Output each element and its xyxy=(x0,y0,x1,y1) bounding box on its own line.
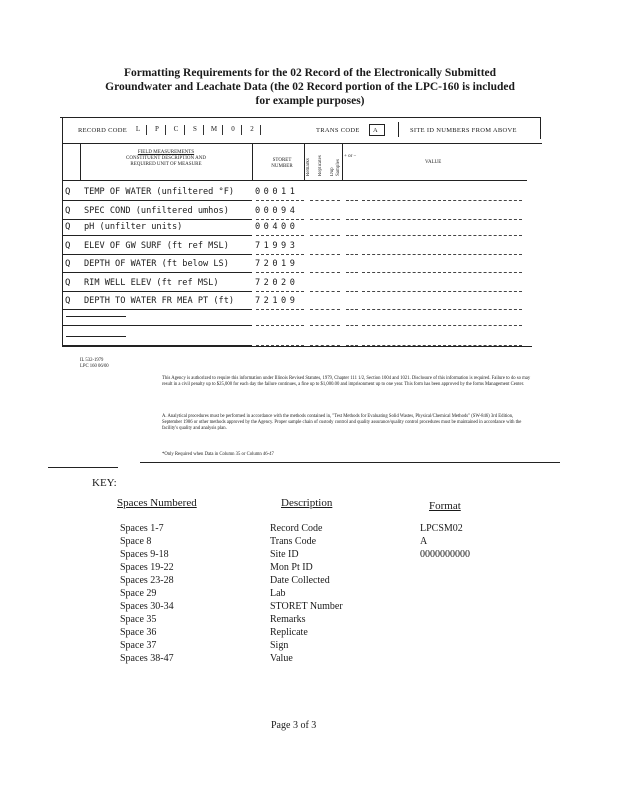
key-description: Replicate xyxy=(270,627,308,638)
col-field-1: FIELD MEASUREMENTS xyxy=(137,150,195,155)
key-col-description: Description xyxy=(281,497,333,509)
storet-entry-line xyxy=(256,291,304,292)
key-spaces: Spaces 30-34 xyxy=(120,601,174,612)
form-id-2: LPC 160 06/00 xyxy=(80,364,109,369)
key-description: Site ID xyxy=(270,549,299,560)
storet-entry-line xyxy=(256,309,304,310)
row-description: DEPTH TO WATER FR MEA PT (ft) xyxy=(84,296,235,306)
key-format: A xyxy=(420,536,428,547)
row-storet: 00011 xyxy=(255,187,299,197)
key-description: STORET Number xyxy=(270,601,343,612)
storet-entry-line xyxy=(256,325,304,326)
row-underline xyxy=(62,272,252,273)
sign-entry-line xyxy=(346,254,358,255)
key-description: Trans Code xyxy=(270,536,317,547)
row-qualifier: Q xyxy=(65,278,71,288)
key-spaces: Space 37 xyxy=(120,640,157,651)
trans-code-label: TRANS CODE xyxy=(316,127,360,134)
footnote: *Only Required when Data in Column 35 or Column 46-47 xyxy=(162,452,274,457)
col-storet-2: NUMBER xyxy=(271,164,293,169)
divider-right xyxy=(140,462,560,463)
key-col-format: Format xyxy=(429,500,461,512)
sign-entry-line xyxy=(346,309,358,310)
flag-entry-line xyxy=(310,200,340,201)
key-spaces: Spaces 38-47 xyxy=(120,653,174,664)
record-code-label: RECORD CODE xyxy=(78,127,127,134)
key-spaces: Space 35 xyxy=(120,614,157,625)
key-format: LPCSM02 xyxy=(420,523,463,534)
row-qualifier: Q xyxy=(65,222,71,232)
key-description: Remarks xyxy=(270,614,306,625)
row-description: TEMP OF WATER (unfiltered °F) xyxy=(84,187,235,197)
row-underline xyxy=(62,235,252,236)
divider-left xyxy=(48,467,118,468)
trans-code-value: A xyxy=(373,127,378,134)
col-remarks: Remarks xyxy=(306,158,311,176)
flag-entry-line xyxy=(310,219,340,220)
storet-entry-line xyxy=(256,200,304,201)
value-entry-line xyxy=(362,272,522,273)
record-code-char: M xyxy=(206,125,223,135)
key-description: Lab xyxy=(270,588,286,599)
key-description: Value xyxy=(270,653,293,664)
col-replicates: Replicates xyxy=(318,155,323,176)
row-underline xyxy=(62,291,252,292)
row-qualifier: Q xyxy=(65,206,71,216)
sign-entry-line xyxy=(346,200,358,201)
storet-entry-line xyxy=(256,254,304,255)
value-entry-line xyxy=(362,254,522,255)
row-description: ELEV OF GW SURF (ft ref MSL) xyxy=(84,241,229,251)
flag-entry-line xyxy=(310,325,340,326)
sign-entry-line xyxy=(346,325,358,326)
sign-entry-line xyxy=(346,235,358,236)
row-underline xyxy=(62,325,252,326)
row-description: SPEC COND (unfiltered umhos) xyxy=(84,206,229,216)
key-spaces: Spaces 19-22 xyxy=(120,562,174,573)
key-spaces: Space 29 xyxy=(120,588,157,599)
key-col-spaces: Spaces Numbered xyxy=(117,497,197,509)
flag-entry-line xyxy=(310,235,340,236)
record-code-char: P xyxy=(149,125,166,135)
legal-notice: This Agency is authorized to require this information under Illinois Revised Statutes, 1979, Chapter 111 1/2, Section 1004 and 1021. Disclosure of this information is required. Failure to do so may result in a civil penalty up to $25,000 for each day the failure continues, a fine up to $1,000.00 and imprisonment up to one year. This form has been approved by the forms Management Center. xyxy=(162,376,531,387)
col-dup: Dup Samples xyxy=(330,159,341,176)
storet-entry-line xyxy=(256,235,304,236)
value-entry-line xyxy=(362,325,522,326)
site-id-label: SITE ID NUMBERS FROM ABOVE xyxy=(410,127,517,134)
form-id-1: IL 532-1979 xyxy=(80,358,104,363)
key-description: Record Code xyxy=(270,523,323,534)
col-field-3: REQUIRED UNIT OF MEASURE xyxy=(130,162,202,167)
sign-entry-line xyxy=(346,272,358,273)
value-entry-line xyxy=(362,309,522,310)
record-code-char: 2 xyxy=(244,125,261,135)
row-storet: 00400 xyxy=(255,222,299,232)
key-spaces: Spaces 23-28 xyxy=(120,575,174,586)
row-underline xyxy=(62,309,252,310)
row-qualifier: Q xyxy=(65,259,71,269)
row-qualifier: Q xyxy=(65,187,71,197)
flag-entry-line xyxy=(310,254,340,255)
row-description: RIM WELL ELEV (ft ref MSL) xyxy=(84,278,219,288)
row-storet: 72109 xyxy=(255,296,299,306)
title-line-2: Groundwater and Leachate Data (the 02 Record portion of the LPC-160 is included xyxy=(105,81,515,93)
title-line-1: Formatting Requirements for the 02 Record of the Electronically Submitted xyxy=(123,67,497,79)
row-underline xyxy=(62,254,252,255)
key-spaces: Space 8 xyxy=(120,536,152,547)
col-field-2: CONSTITUENT DESCRIPTION AND xyxy=(126,156,206,161)
storet-entry-line xyxy=(256,219,304,220)
row-underline xyxy=(62,219,252,220)
key-spaces: Space 36 xyxy=(120,627,157,638)
blank-row-line xyxy=(66,316,126,317)
key-description: Sign xyxy=(270,640,289,651)
key-spaces: Spaces 9-18 xyxy=(120,549,169,560)
value-entry-line xyxy=(362,291,522,292)
row-qualifier: Q xyxy=(65,241,71,251)
value-entry-line xyxy=(362,235,522,236)
row-storet: 71993 xyxy=(255,241,299,251)
row-storet: 72019 xyxy=(255,259,299,269)
record-code-char: 0 xyxy=(225,125,242,135)
key-heading: KEY: xyxy=(92,477,117,489)
form-bottom-rule xyxy=(62,346,532,347)
form-id xyxy=(80,358,109,370)
col-storet-1: STORET xyxy=(272,158,292,163)
col-value: VALUE xyxy=(425,160,442,165)
row-storet: 00094 xyxy=(255,206,299,216)
key-format: 0000000000 xyxy=(420,549,470,560)
value-entry-line xyxy=(362,219,522,220)
row-underline xyxy=(62,200,252,201)
key-spaces: Spaces 1-7 xyxy=(120,523,164,534)
key-description: Date Collected xyxy=(270,575,330,586)
row-description: pH (unfilter units) xyxy=(84,222,183,232)
record-code-char: L xyxy=(130,125,147,135)
flag-entry-line xyxy=(310,309,340,310)
value-entry-line xyxy=(362,200,522,201)
page-number: Page 3 of 3 xyxy=(271,720,317,731)
col-sign: + or − xyxy=(344,154,357,159)
row-description: DEPTH OF WATER (ft below LS) xyxy=(84,259,229,269)
row-storet: 72020 xyxy=(255,278,299,288)
title-line-3: for example purposes) xyxy=(255,95,365,107)
flag-entry-line xyxy=(310,272,340,273)
sign-entry-line xyxy=(346,291,358,292)
blank-row-line xyxy=(66,336,126,337)
key-description: Mon Pt ID xyxy=(270,562,313,573)
record-code-char: S xyxy=(187,125,204,135)
storet-entry-line xyxy=(256,272,304,273)
flag-entry-line xyxy=(310,291,340,292)
row-qualifier: Q xyxy=(65,296,71,306)
sign-entry-line xyxy=(346,219,358,220)
record-code-char: C xyxy=(168,125,185,135)
method-notice: A. Analytical procedures must be performed in accordance with the methods contained in, "Test Methods for Evaluating Solid Wastes, Physical/Chemical Methods" (SW-846) 3rd Edition, September 1986 or other methods approved by the Agency. Proper sample chain of custody control and quality assurance/quality control procedures must be maintained in accordance with the facility's quality and analysis plan. xyxy=(162,414,522,431)
